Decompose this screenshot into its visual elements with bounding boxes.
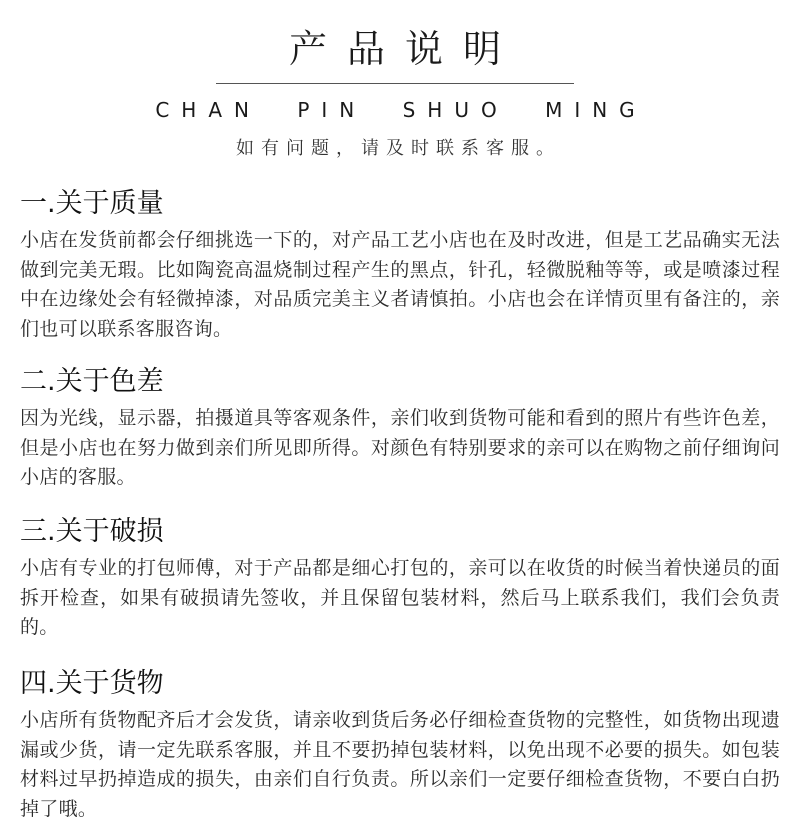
page-title: 产品说明: [288, 27, 521, 71]
section-title: 四.关于货物: [20, 668, 164, 699]
section-goods: [20, 666, 780, 824]
section-title: 二.关于色差: [20, 366, 164, 397]
page-subtitle: 如有问题，请及时联系客服。: [236, 138, 561, 159]
title-divider: [216, 83, 574, 84]
section-body: 小店所有货物配齐后才会发货，请亲收到货后务必仔细检查货物的完整性，如货物出现遗漏或少货，请一定先联系客服，并且不要扔掉包装材料，以免出现不必要的损失。如包装材料过早扔掉造成的损失，由亲们自行负责。所以亲们一定要仔细检查货物，不要白白扔掉了哦。: [20, 709, 780, 820]
section-damage: [20, 514, 780, 643]
page-title-pinyin: CHAN PIN SHUO MING: [155, 98, 647, 122]
section-title: 三.关于破损: [20, 516, 164, 547]
section-body: 因为光线，显示器，拍摄道具等客观条件，亲们收到货物可能和看到的照片有些许色差，但是小店也在努力做到亲们所见即所得。对颜色有特别要求的亲可以在购物之前仔细询问小店的客服。: [20, 407, 780, 489]
section-quality: [20, 186, 780, 344]
section-color-difference: [20, 364, 780, 493]
section-body: 小店有专业的打包师傅，对于产品都是细心打包的，亲可以在收货的时候当着快递员的面拆开检查，如果有破损请先签收，并且保留包装材料，然后马上联系我们，我们会负责的。: [20, 557, 780, 639]
section-body: 小店在发货前都会仔细挑选一下的，对产品工艺小店也在及时改进，但是工艺品确实无法做到完美无瑕。比如陶瓷高温烧制过程产生的黑点，针孔，轻微脱釉等等，或是喷漆过程中在边缘处会有轻微掉漆，对品质完美主义者请慎拍。小店也会在详情页里有备注的，亲们也可以联系客服咨询。: [20, 229, 780, 340]
section-title: 一.关于质量: [20, 188, 164, 219]
